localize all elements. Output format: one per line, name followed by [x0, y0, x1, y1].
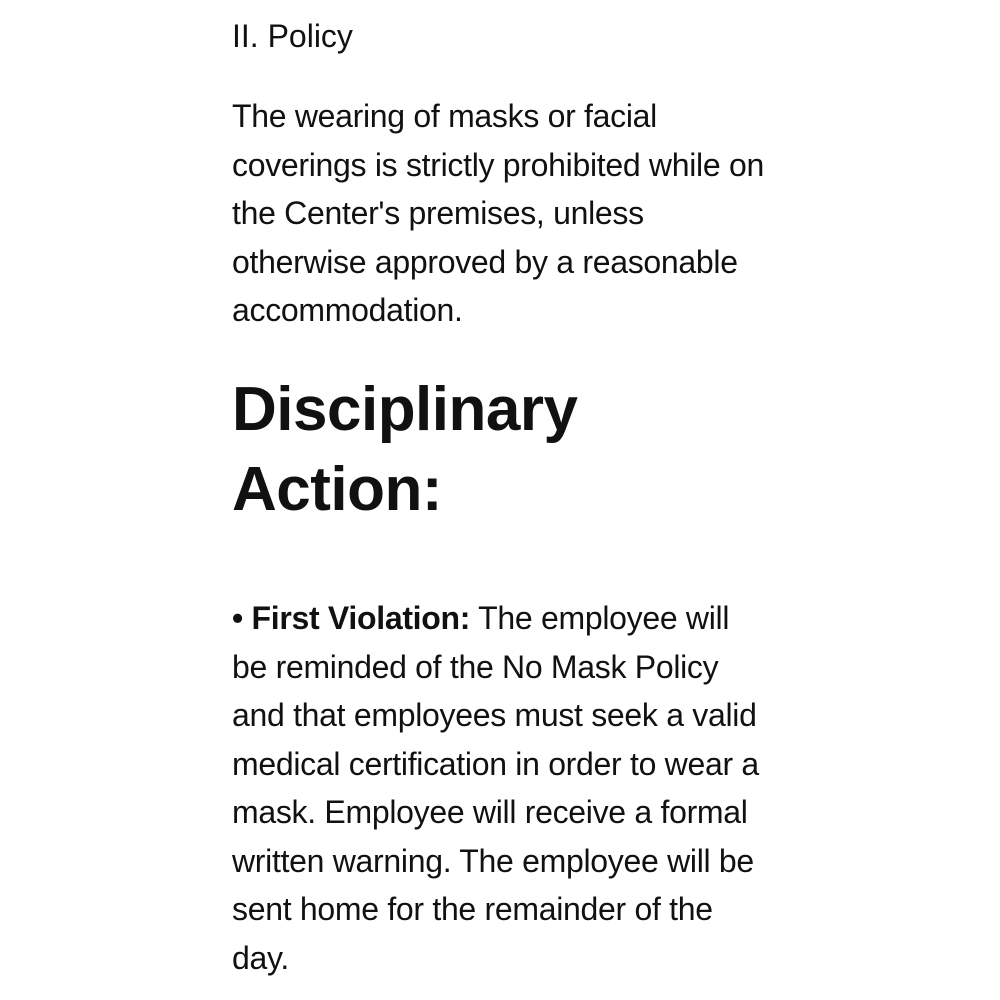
violation-line: day. [232, 939, 289, 976]
heading-line: Disciplinary [232, 375, 578, 444]
section-title: II. Policy [232, 18, 353, 54]
policy-line: the Center's premises, unless [232, 195, 644, 231]
violation-line: sent home for the remainder of the [232, 891, 713, 927]
violation-line: and that employees must seek a valid [232, 697, 757, 733]
first-violation-item [232, 594, 792, 982]
first-violation-text: The employee will [478, 600, 730, 636]
violation-line: written warning. The employee will be [232, 842, 754, 879]
violation-line: be reminded of the No Mask Policy [232, 648, 719, 685]
disciplinary-action-heading [232, 370, 577, 530]
violation-line: medical certification in order to wear a [232, 745, 759, 782]
first-violation-first-line [232, 594, 792, 643]
policy-line: coverings is strictly prohibited while on [232, 146, 764, 183]
bullet-icon: • [232, 600, 243, 636]
policy-line: otherwise approved by a reasonable [232, 243, 738, 280]
policy-line: accommodation. [232, 292, 463, 328]
violation-line: mask. Employee will receive a formal [232, 794, 748, 830]
policy-line: The wearing of masks or facial [232, 98, 657, 134]
policy-paragraph [232, 92, 792, 335]
heading-line: Action: [232, 455, 443, 524]
first-violation-label: First Violation: [251, 600, 471, 636]
